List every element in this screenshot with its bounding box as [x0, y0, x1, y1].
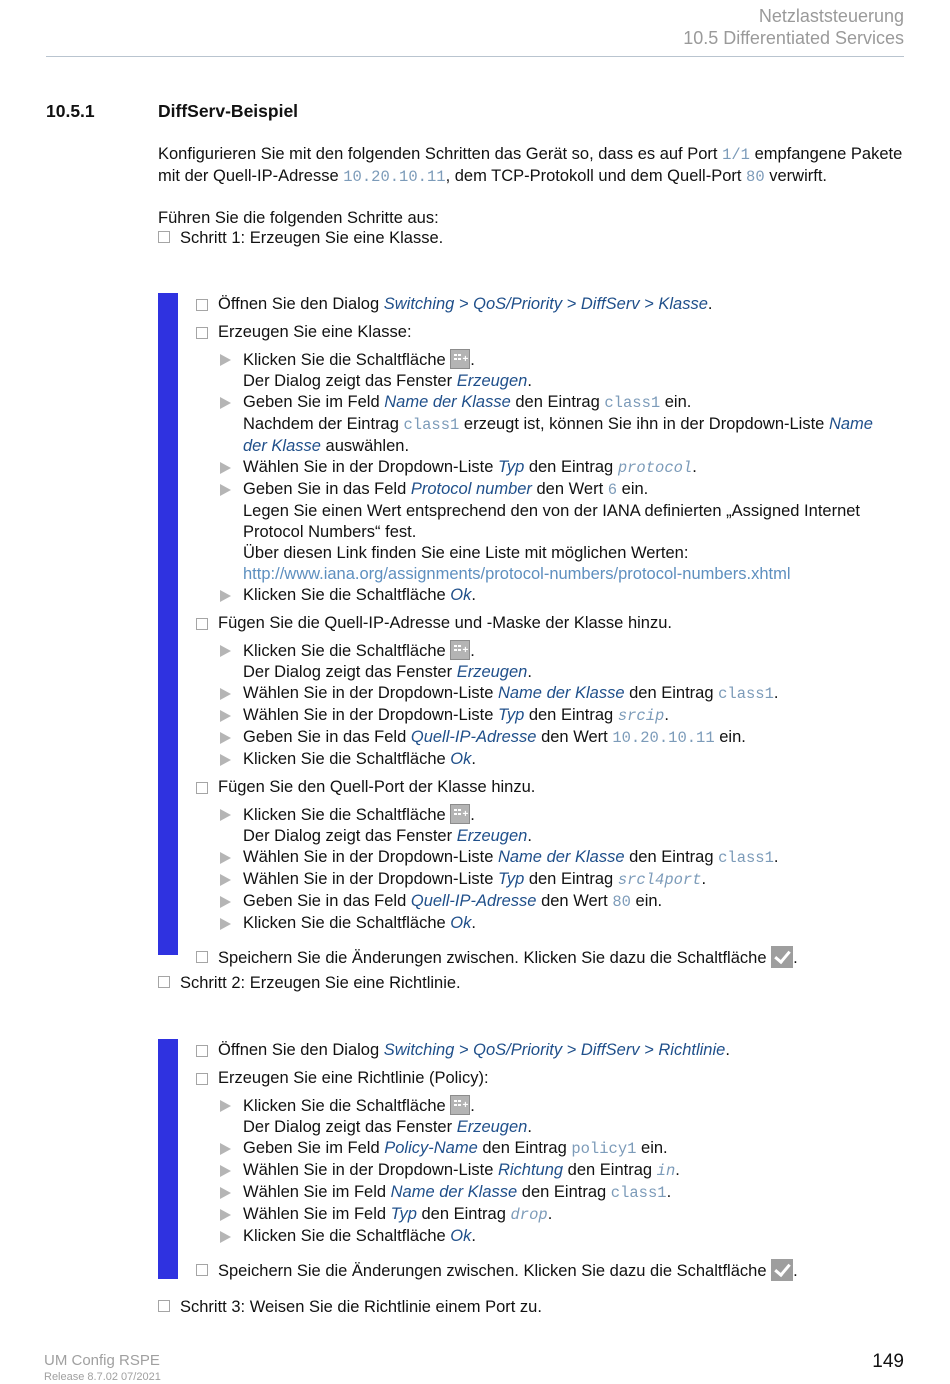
- checkbox-icon: [158, 231, 170, 243]
- arrow-icon: [220, 462, 231, 474]
- checkbox-icon: [196, 299, 208, 311]
- section-title: [46, 101, 298, 122]
- intro-lead: Führen Sie die folgenden Schritte aus:: [158, 209, 439, 227]
- checkbox-icon: [196, 618, 208, 630]
- step-1: Schritt 1: Erzeugen Sie eine Klasse.: [158, 228, 443, 249]
- sub-item: Klicken Sie die Schaltfläche +. Der Dialog zeigt das Fenster Erzeugen.: [220, 804, 908, 847]
- arrow-icon: [220, 896, 231, 908]
- footer-doc: [44, 1352, 161, 1384]
- sub-item: Wählen Sie in der Dropdown-Liste Typ den Eintrag srcip.: [220, 705, 908, 727]
- checkbox-icon: [196, 327, 208, 339]
- checkbox-icon: [158, 1300, 170, 1312]
- sub-item: Klicken Sie die Schaltfläche Ok.: [220, 913, 908, 934]
- arrow-icon: [220, 1231, 231, 1243]
- instruction-bar: [158, 1039, 178, 1279]
- sub-item: Geben Sie in das Feld Quell-IP-Adresse den Wert 80 ein.: [220, 891, 908, 913]
- page-number: 149: [872, 1351, 904, 1372]
- arrow-icon: [220, 809, 231, 821]
- sub-item: Wählen Sie in der Dropdown-Liste Typ den Eintrag protocol.: [220, 457, 908, 479]
- sub-item: Klicken Sie die Schaltfläche +. Der Dialog zeigt das Fenster Erzeugen.: [220, 640, 908, 683]
- srcport-value: 80: [746, 168, 765, 186]
- sub-item: Geben Sie in das Feld Protocol number den Wert 6 ein. Legen Sie einen Wert entsprechend den von der IANA definierten „Assigned Internet Protocol Numbers“ fest. Über diesen Link finden Sie eine Liste mit möglichen Werten: http://www.iana.org/assignments/protocol-numbers/protocol-numbers.xhtml: [220, 479, 908, 585]
- sub-item: Geben Sie in das Feld Quell-IP-Adresse den Wert 10.20.10.11 ein.: [220, 727, 908, 749]
- arrow-icon: [220, 397, 231, 409]
- arrow-icon: [220, 1100, 231, 1112]
- sub-item: Geben Sie im Feld Name der Klasse den Eintrag class1 ein. Nachdem der Eintrag class1 erzeugt ist, können Sie ihn in der Dropdown-Liste Name der Klasse auswählen.: [220, 392, 908, 457]
- arrow-icon: [220, 1165, 231, 1177]
- save-checkmark-icon: [771, 946, 793, 968]
- list-item: Erzeugen Sie eine Klasse:: [196, 322, 908, 343]
- arrow-icon: [220, 754, 231, 766]
- checkbox-icon: [196, 951, 208, 963]
- footer-release: Release 8.7.02 07/2021: [44, 1371, 161, 1383]
- instruction-bar: [158, 293, 178, 955]
- list-item: Speichern Sie die Änderungen zwischen. Klicken Sie dazu die Schaltfläche .: [196, 946, 908, 969]
- sub-item: Klicken Sie die Schaltfläche Ok.: [220, 1226, 908, 1247]
- ip-value: 10.20.10.11: [343, 168, 446, 186]
- arrow-icon: [220, 732, 231, 744]
- sub-item: Geben Sie im Feld Policy-Name den Eintrag policy1 ein.: [220, 1138, 908, 1160]
- list-item: Erzeugen Sie eine Richtlinie (Policy):: [196, 1068, 908, 1089]
- arrow-icon: [220, 354, 231, 366]
- list-item: Öffnen Sie den Dialog Switching > QoS/Priority > DiffServ > Klasse.: [196, 294, 908, 315]
- checkbox-icon: [196, 1073, 208, 1085]
- section-number: 10.5.1: [46, 101, 95, 121]
- sub-item: Wählen Sie in der Dropdown-Liste Name der Klasse den Eintrag class1.: [220, 683, 908, 705]
- header-chapter: Netzlaststeuerung: [758, 6, 904, 26]
- sub-item: Wählen Sie in der Dropdown-Liste Typ den Eintrag srcl4port.: [220, 869, 908, 891]
- list-item: Öffnen Sie den Dialog Switching > QoS/Priority > DiffServ > Richtlinie.: [196, 1040, 908, 1061]
- list-item: Fügen Sie die Quell-IP-Adresse und -Maske der Klasse hinzu.: [196, 613, 908, 634]
- create-button-icon: [450, 640, 470, 660]
- create-button-icon: [450, 804, 470, 824]
- step-3: Schritt 3: Weisen Sie die Richtlinie einem Port zu.: [158, 1297, 542, 1318]
- intro: [158, 144, 908, 229]
- sub-item: Klicken Sie die Schaltfläche +. Der Dialog zeigt das Fenster Erzeugen.: [220, 349, 908, 392]
- checkbox-icon: [196, 1264, 208, 1276]
- iana-link[interactable]: http://www.iana.org/assignments/protocol-numbers/protocol-numbers.xhtml: [243, 565, 791, 583]
- create-button-icon: [450, 1095, 470, 1115]
- checkbox-icon: [158, 976, 170, 988]
- arrow-icon: [220, 688, 231, 700]
- sub-item: Klicken Sie die Schaltfläche Ok.: [220, 749, 908, 770]
- checkbox-icon: [196, 1045, 208, 1057]
- section-heading: DiffServ-Beispiel: [158, 101, 299, 121]
- arrow-icon: [220, 590, 231, 602]
- sub-item: Klicken Sie die Schaltfläche +. Der Dialog zeigt das Fenster Erzeugen.: [220, 1095, 908, 1138]
- arrow-icon: [220, 1143, 231, 1155]
- step-1-instructions: [196, 294, 908, 969]
- header-rule: [46, 56, 904, 57]
- sub-item: Wählen Sie im Feld Typ den Eintrag drop.: [220, 1204, 908, 1226]
- arrow-icon: [220, 874, 231, 886]
- sub-item: Wählen Sie in der Dropdown-Liste Name der Klasse den Eintrag class1.: [220, 847, 908, 869]
- arrow-icon: [220, 1209, 231, 1221]
- arrow-icon: [220, 852, 231, 864]
- step-2-instructions: [196, 1040, 908, 1282]
- arrow-icon: [220, 645, 231, 657]
- arrow-icon: [220, 1187, 231, 1199]
- list-item: Fügen Sie den Quell-Port der Klasse hinzu.: [196, 777, 908, 798]
- intro-paragraph: Konfigurieren Sie mit den folgenden Schritten das Gerät so, dass es auf Port 1/1 empfangene Pakete mit der Quell-IP-Adresse 10.20.10.11, dem TCP-Protokoll und dem Quell-Port 80 verwirft.: [158, 145, 903, 186]
- port-value: 1/1: [722, 146, 750, 164]
- step-2: Schritt 2: Erzeugen Sie eine Richtlinie.: [158, 973, 461, 994]
- save-checkmark-icon: [771, 1259, 793, 1281]
- checkbox-icon: [196, 782, 208, 794]
- sub-item: Klicken Sie die Schaltfläche Ok.: [220, 585, 908, 606]
- arrow-icon: [220, 918, 231, 930]
- create-button-icon: [450, 349, 470, 369]
- header-section: 10.5 Differentiated Services: [683, 28, 904, 48]
- list-item: Speichern Sie die Änderungen zwischen. Klicken Sie dazu die Schaltfläche .: [196, 1259, 908, 1282]
- running-header: [683, 5, 904, 49]
- footer-doc-title: UM Config RSPE: [44, 1352, 160, 1369]
- sub-item: Wählen Sie in der Dropdown-Liste Richtung den Eintrag in.: [220, 1160, 908, 1182]
- arrow-icon: [220, 484, 231, 496]
- arrow-icon: [220, 710, 231, 722]
- sub-item: Wählen Sie im Feld Name der Klasse den Eintrag class1.: [220, 1182, 908, 1204]
